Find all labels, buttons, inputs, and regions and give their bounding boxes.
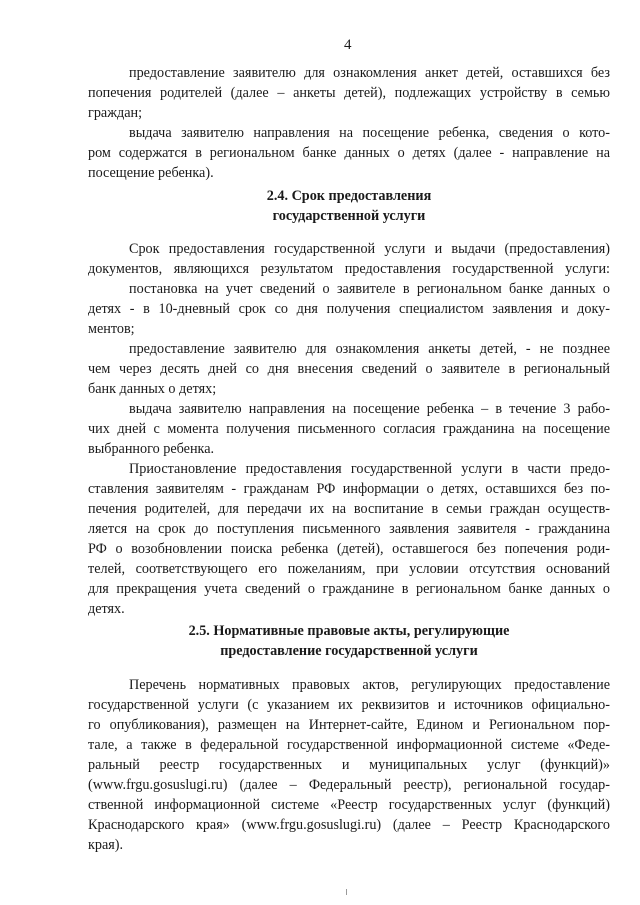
section-heading: предоставление государственной услуги [220, 643, 478, 659]
paragraph-line: выдача заявителю направления на посещение ребенка, сведения о кото- [129, 125, 610, 141]
document-page [88, 0, 610, 905]
paragraph-line: Краснодарского края» (www.frgu.gosuslugi.ru) (далее – Реестр Краснодарского [88, 817, 610, 833]
paragraph-line: телей, соответствующего его пожеланиям, при условии отсутствия оснований [88, 561, 610, 577]
page-number: 4 [344, 37, 352, 53]
scan-mark [346, 889, 347, 895]
paragraph-line: ставления заявителям - гражданам РФ информации о детях, оставшихся без по- [88, 481, 610, 497]
paragraph-line: детях. [88, 601, 125, 617]
paragraph-line: го опубликования), размещен на Интернет-сайте, Едином и Региональном пор- [88, 717, 610, 733]
paragraph-line: ральный реестр государственных и муниципальных услуг (функций)» [88, 757, 610, 773]
paragraph-line: предоставление заявителю для ознакомления анкеты детей, - не позднее [129, 341, 610, 357]
paragraph-line: тале, а также в федеральной государственной информационной системе «Феде- [88, 737, 610, 753]
section-heading: государственной услуги [272, 208, 426, 224]
paragraph-line: посещение ребенка). [88, 165, 214, 181]
paragraph-line: для прекращения учета сведений о гражданине в региональном банке данных о [88, 581, 610, 597]
paragraph-line: ственной информационной системе «Реестр государственных услуг (функций) [88, 797, 610, 813]
paragraph-line: Срок предоставления государственной услуги и выдачи (предоставления) [129, 241, 610, 257]
paragraph-line: Приостановление предоставления государственной услуги в части предо- [129, 461, 610, 477]
paragraph-line: попечения родителей (далее – анкеты детей), подлежащих устройству в семью [88, 85, 610, 101]
paragraph-line: ляется на срок до поступления письменного заявления заявителя - гражданина [88, 521, 610, 537]
paragraph-line: выбранного ребенка. [88, 441, 215, 457]
paragraph-line: документов, являющихся результатом предоставления государственной услуги: [88, 261, 610, 277]
paragraph-line: чем через десять дней со дня внесения сведений о заявителе в региональный [88, 361, 610, 377]
paragraph-line: граждан; [88, 105, 143, 121]
paragraph-line: Перечень нормативных правовых актов, регулирующих предоставление [129, 677, 610, 693]
paragraph-line: государственной услуги (с указанием их реквизитов и источников официально- [88, 697, 610, 713]
paragraph-line: печения родителей, для передачи их на воспитание в семьи граждан осуществ- [88, 501, 610, 517]
paragraph-line: детях - в 10-дневный срок со дня получения специалистом заявления и доку- [88, 301, 610, 317]
section-heading: 2.4. Срок предоставления [266, 188, 432, 204]
paragraph-line: чих дней с момента получения письменного согласия гражданина на посещение [88, 421, 610, 437]
section-heading: 2.5. Нормативные правовые акты, регулирующие [188, 623, 510, 639]
paragraph-line: края). [88, 837, 124, 853]
paragraph-line: РФ о возобновлении поиска ребенка (детей), оставшегося без попечения роди- [88, 541, 610, 557]
paragraph-line: постановка на учет сведений о заявителе в региональном банке данных о [129, 281, 610, 297]
paragraph-line: (www.frgu.gosuslugi.ru) (далее – Федеральный реестр), региональной государ- [88, 777, 610, 793]
paragraph-line: ментов; [88, 321, 135, 337]
paragraph-line: банк данных о детях; [88, 381, 217, 397]
paragraph-line: выдача заявителю направления на посещение ребенка – в течение 3 рабо- [129, 401, 610, 417]
paragraph-line: предоставление заявителю для ознакомления анкет детей, оставшихся без [129, 65, 610, 81]
paragraph-line: ром содержатся в региональном банке данных о детях (далее - направление на [88, 145, 610, 161]
